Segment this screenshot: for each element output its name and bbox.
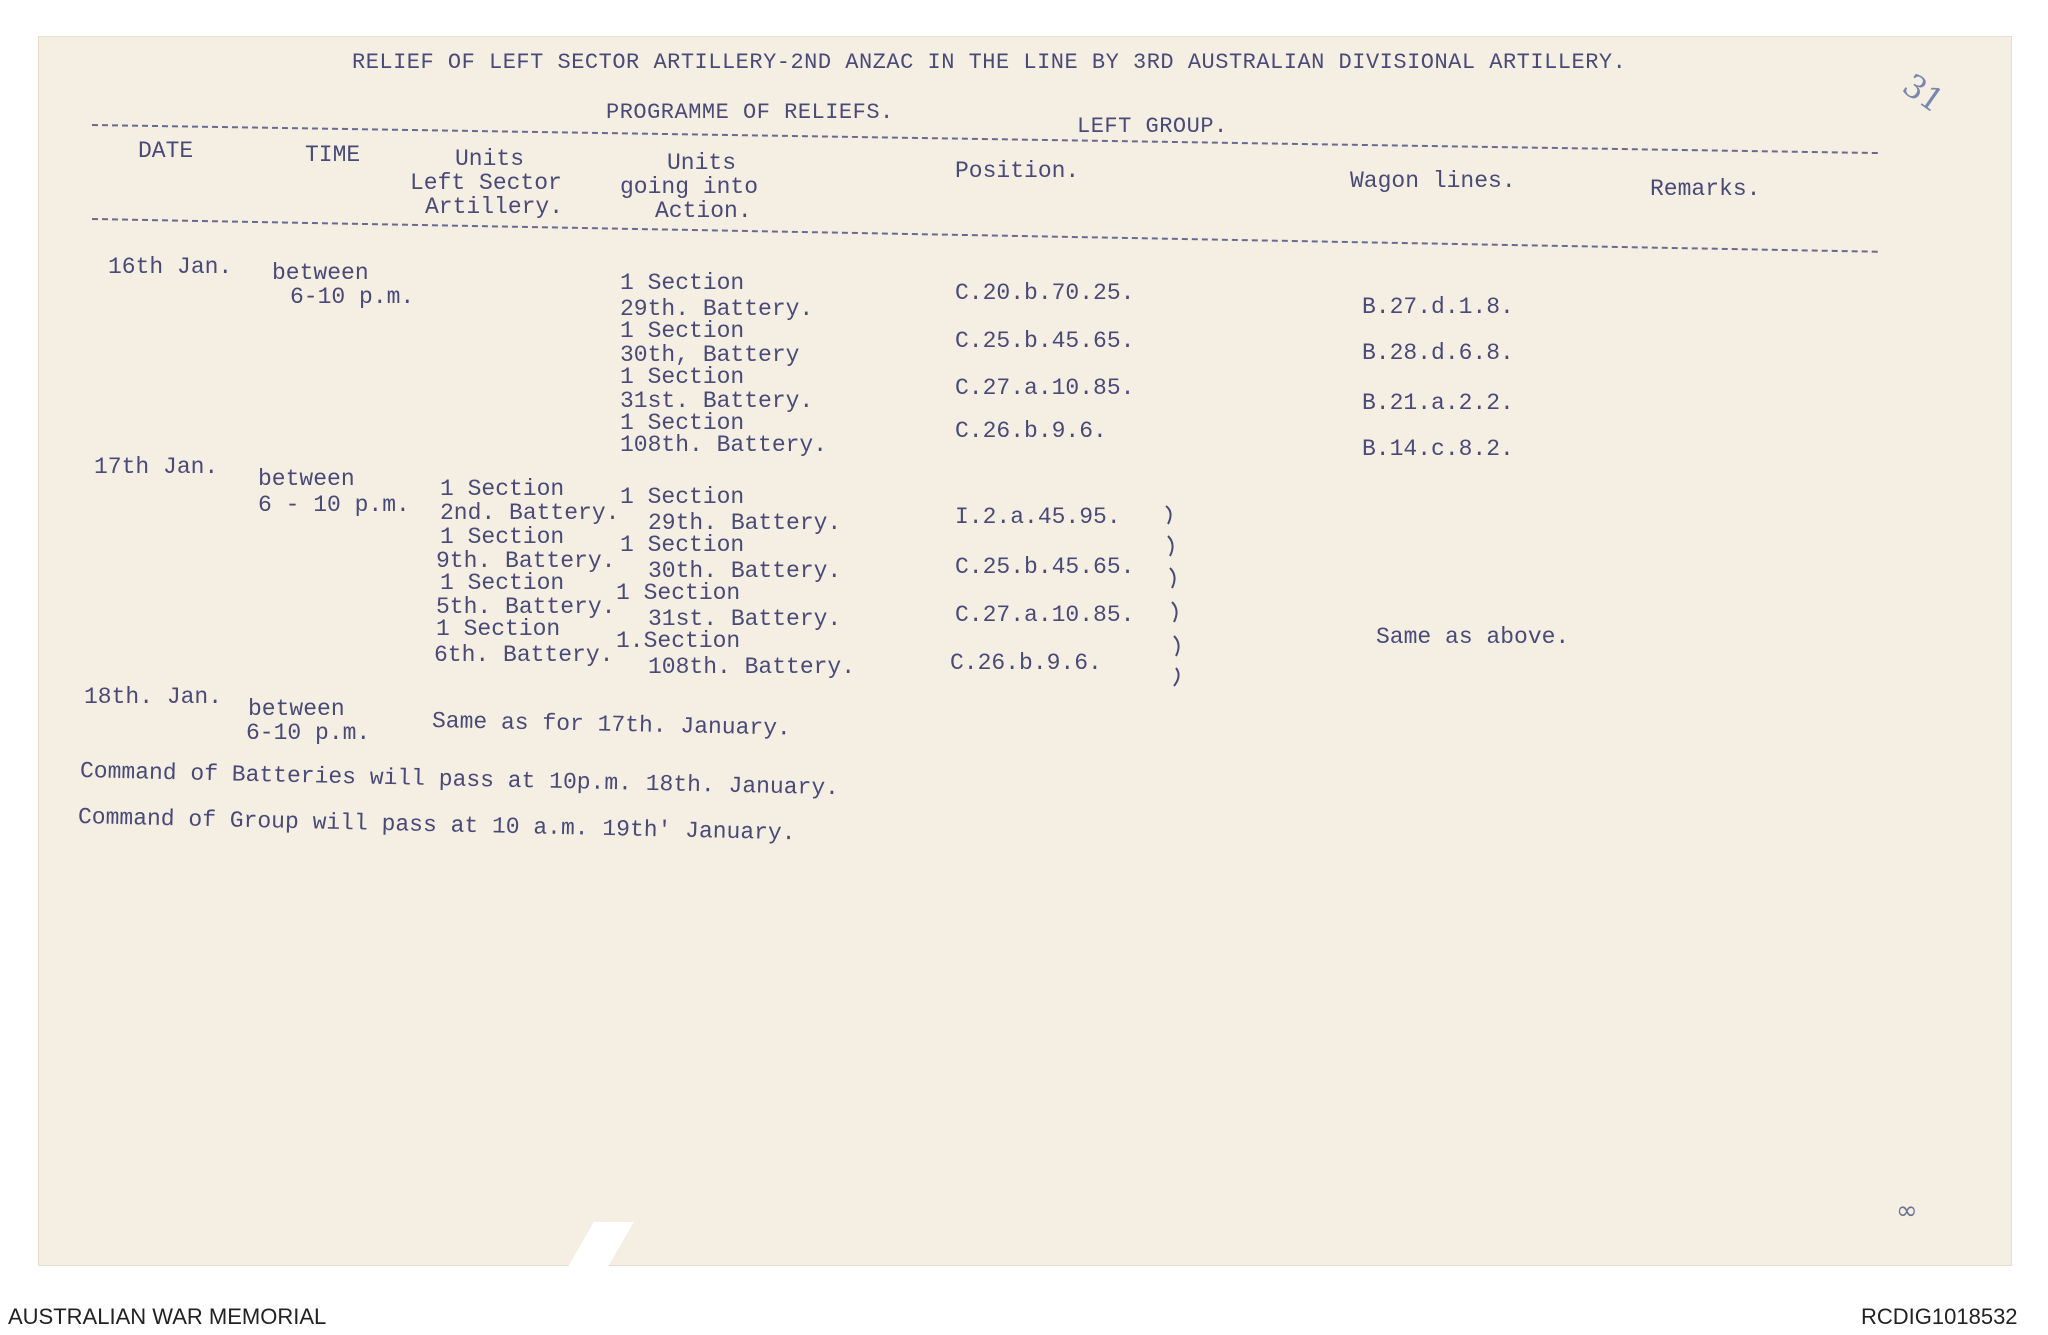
row-16-wagon: B.27.d.1.8. (1362, 294, 1514, 320)
row-16-going: 1 Section (620, 270, 745, 296)
row-17-time-1: between (258, 466, 355, 492)
row-16-going: 31st. Battery. (620, 388, 814, 414)
row-16-time-1: between (272, 260, 369, 286)
row-16-going: 29th. Battery. (620, 296, 814, 322)
page-number: 31 (1895, 65, 1951, 121)
row-17-wagon: Same as above. (1376, 624, 1570, 650)
column-units-left-3: Artillery. (425, 194, 564, 220)
row-17-position: C.27.a.10.85. (955, 602, 1135, 628)
row-17-left: 2nd. Battery. (440, 500, 620, 526)
row-17-left: 5th. Battery. (436, 594, 616, 620)
row-16-going: 1 Section (620, 364, 745, 390)
note-batteries: Command of Batteries will pass at 10p.m. 18th. January. (79, 758, 840, 802)
column-units-going-2: going into (620, 174, 759, 200)
column-date: DATE (138, 138, 194, 164)
column-units-left-1: Units (455, 146, 525, 172)
row-17-left: 9th. Battery. (436, 548, 616, 574)
row-16-wagon: B.28.d.6.8. (1362, 340, 1514, 366)
row-16-position: C.20.b.70.25. (955, 280, 1135, 306)
row-17-going: 1 Section (620, 532, 745, 558)
row-17-going: 31st. Battery. (648, 606, 842, 632)
row-17-going: 29th. Battery. (648, 510, 842, 536)
column-remarks: Remarks. (1650, 176, 1761, 202)
row-17-left: 1 Section (440, 524, 565, 550)
column-wagon-lines: Wagon lines. (1350, 168, 1516, 194)
row-18-time-1: between (248, 696, 345, 722)
row-16-wagon: B.21.a.2.2. (1362, 390, 1514, 416)
row-17-date: 17th Jan. (94, 454, 219, 480)
column-units-left-2: Left Sector (410, 170, 562, 196)
column-units-going-3: Action. (655, 198, 752, 224)
row-16-wagon: B.14.c.8.2. (1362, 436, 1514, 462)
row-18-date: 18th. Jan. (84, 684, 223, 710)
document-title: RELIEF OF LEFT SECTOR ARTILLERY-2ND ANZAC IN THE LINE BY 3RD AUSTRALIAN DIVISIONAL ARTILLERY. (352, 50, 1627, 75)
row-17-going: 1 Section (616, 580, 741, 606)
row-17-going: 30th. Battery. (648, 558, 842, 584)
row-16-going: 1 Section (620, 410, 745, 436)
footer-id: RCDIG1018532 (1861, 1304, 2018, 1329)
row-17-position: I.2.a.45.95. (955, 504, 1121, 530)
row-18-note: Same as for 17th. January. (431, 708, 792, 742)
row-16-going: 1 Section (620, 318, 745, 344)
row-17-going: 108th. Battery. (648, 654, 856, 680)
row-17-going: 1.Section (616, 628, 741, 654)
row-17-time-2: 6 - 10 p.m. (258, 492, 410, 518)
row-17-left: 1 Section (440, 476, 565, 502)
footer-source: AUSTRALIAN WAR MEMORIAL (8, 1304, 327, 1329)
document-subtitle: PROGRAMME OF RELIEFS. (606, 100, 894, 125)
row-17-left: 6th. Battery. (434, 642, 614, 668)
row-16-date: 16th Jan. (108, 254, 233, 280)
row-17-position: C.26.b.9.6. (950, 650, 1102, 676)
row-17-bracket (1160, 500, 1190, 690)
row-17-going: 1 Section (620, 484, 745, 510)
archive-mark: ∞ (1896, 1196, 1918, 1226)
row-17-left: 1 Section (436, 616, 561, 642)
row-16-position: C.26.b.9.6. (955, 418, 1107, 444)
column-time: TIME (305, 142, 361, 168)
row-16-position: C.27.a.10.85. (955, 375, 1135, 401)
row-16-position: C.25.b.45.65. (955, 328, 1135, 354)
row-16-going: 108th. Battery. (620, 432, 828, 458)
column-position: Position. (955, 158, 1080, 184)
row-16-time-2: 6-10 p.m. (290, 284, 415, 310)
group-label: LEFT GROUP. (1077, 114, 1228, 139)
row-16-going: 30th, Battery (620, 342, 800, 368)
note-group: Command of Group will pass at 10 a.m. 19th' January. (77, 804, 796, 847)
row-17-position: C.25.b.45.65. (955, 554, 1135, 580)
row-17-left: 1 Section (440, 570, 565, 596)
row-18-time-2: 6-10 p.m. (246, 720, 371, 746)
column-units-going-1: Units (667, 150, 737, 176)
